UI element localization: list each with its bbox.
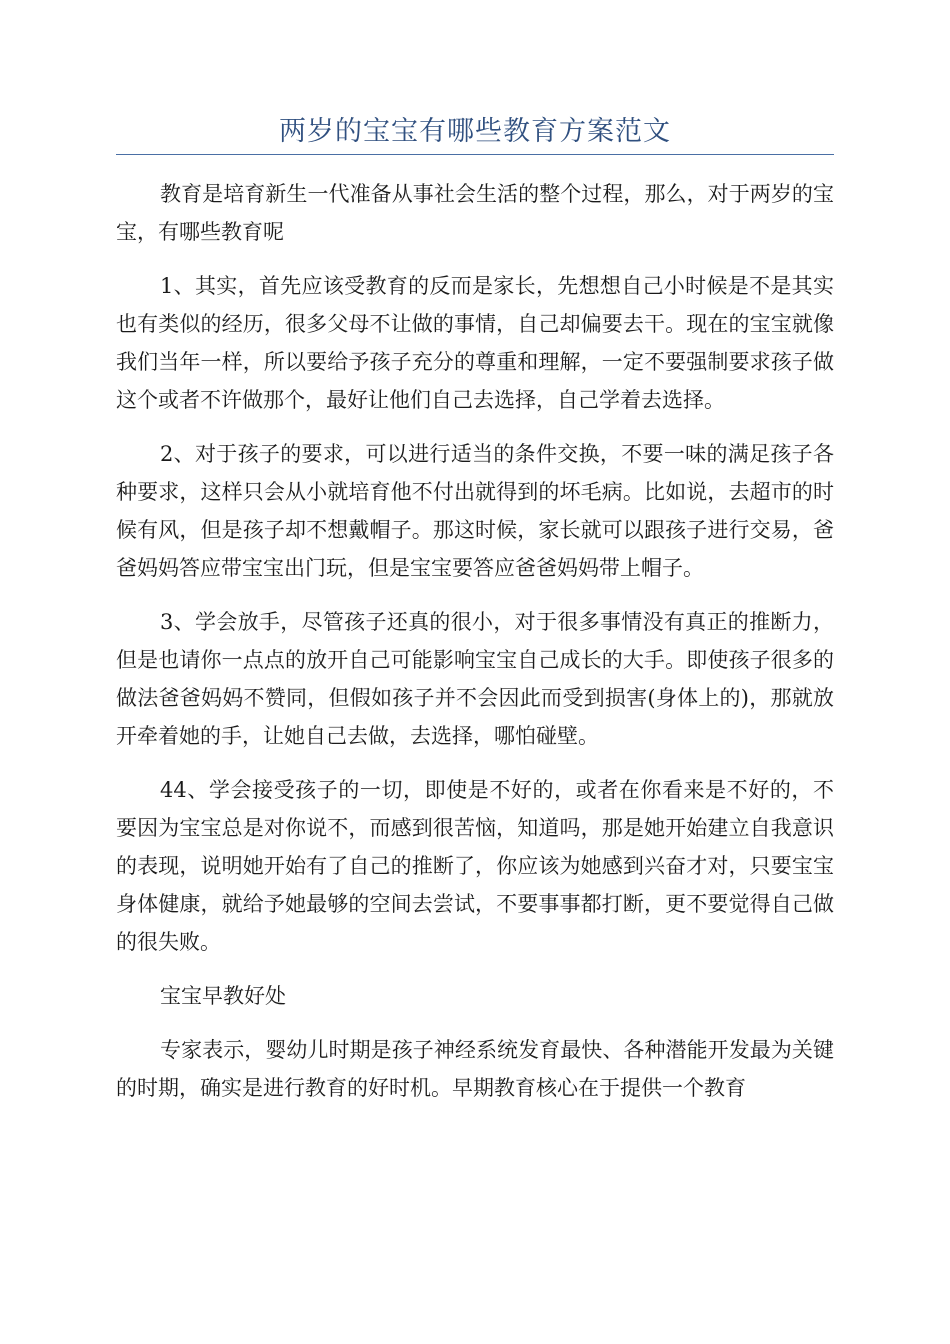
- paragraph-point-3: 3、学会放手，尽管孩子还真的很小，对于很多事情没有真正的推断力，但是也请你一点点的放开自己可能影响宝宝自己成长的大手。即使孩子很多的做法爸爸妈妈不赞同，但假如孩子并不会因此而受到损害(身体上的)，那就放开牵着她的手，让她自己去做，去选择，哪怕碰壁。: [116, 610, 834, 748]
- paragraph-expert: 专家表示，婴幼儿时期是孩子神经系统发育最快、各种潜能开发最为关键的时期，确实是进行教育的好时机。早期教育核心在于提供一个教育: [116, 1038, 834, 1100]
- document-body: [116, 175, 834, 1123]
- title-underline: [116, 154, 834, 155]
- paragraph-point-2: 2、对于孩子的要求，可以进行适当的条件交换，不要一味的满足孩子各种要求，这样只会从小就培育他不付出就得到的坏毛病。比如说，去超市的时候有风，但是孩子却不想戴帽子。那这时候，家长就可以跟孩子进行交易，爸爸妈妈答应带宝宝出门玩，但是宝宝要答应爸爸妈妈带上帽子。: [116, 442, 834, 580]
- document-title: 两岁的宝宝有哪些教育方案范文: [279, 116, 671, 147]
- paragraph-intro: 教育是培育新生一代准备从事社会生活的整个过程，那么，对于两岁的宝宝，有哪些教育呢: [116, 182, 834, 244]
- paragraph-point-1: 1、其实，首先应该受教育的反而是家长，先想想自己小时候是不是其实也有类似的经历，很多父母不让做的事情，自己却偏要去干。现在的宝宝就像我们当年一样，所以要给予孩子充分的尊重和理解，一定不要强制要求孩子做这个或者不许做那个，最好让他们自己去选择，自己学着去选择。: [116, 274, 834, 412]
- paragraph-point-4: 44、学会接受孩子的一切，即使是不好的，或者在你看来是不好的，不要因为宝宝总是对你说不，而感到很苦恼，知道吗，那是她开始建立自我意识的表现，说明她开始有了自己的推断了，你应该为她感到兴奋才对，只要宝宝身体健康，就给予她最够的空间去尝试，不要事事都打断，更不要觉得自己做的很失败。: [116, 778, 834, 954]
- section-heading-benefits: 宝宝早教好处: [160, 984, 286, 1008]
